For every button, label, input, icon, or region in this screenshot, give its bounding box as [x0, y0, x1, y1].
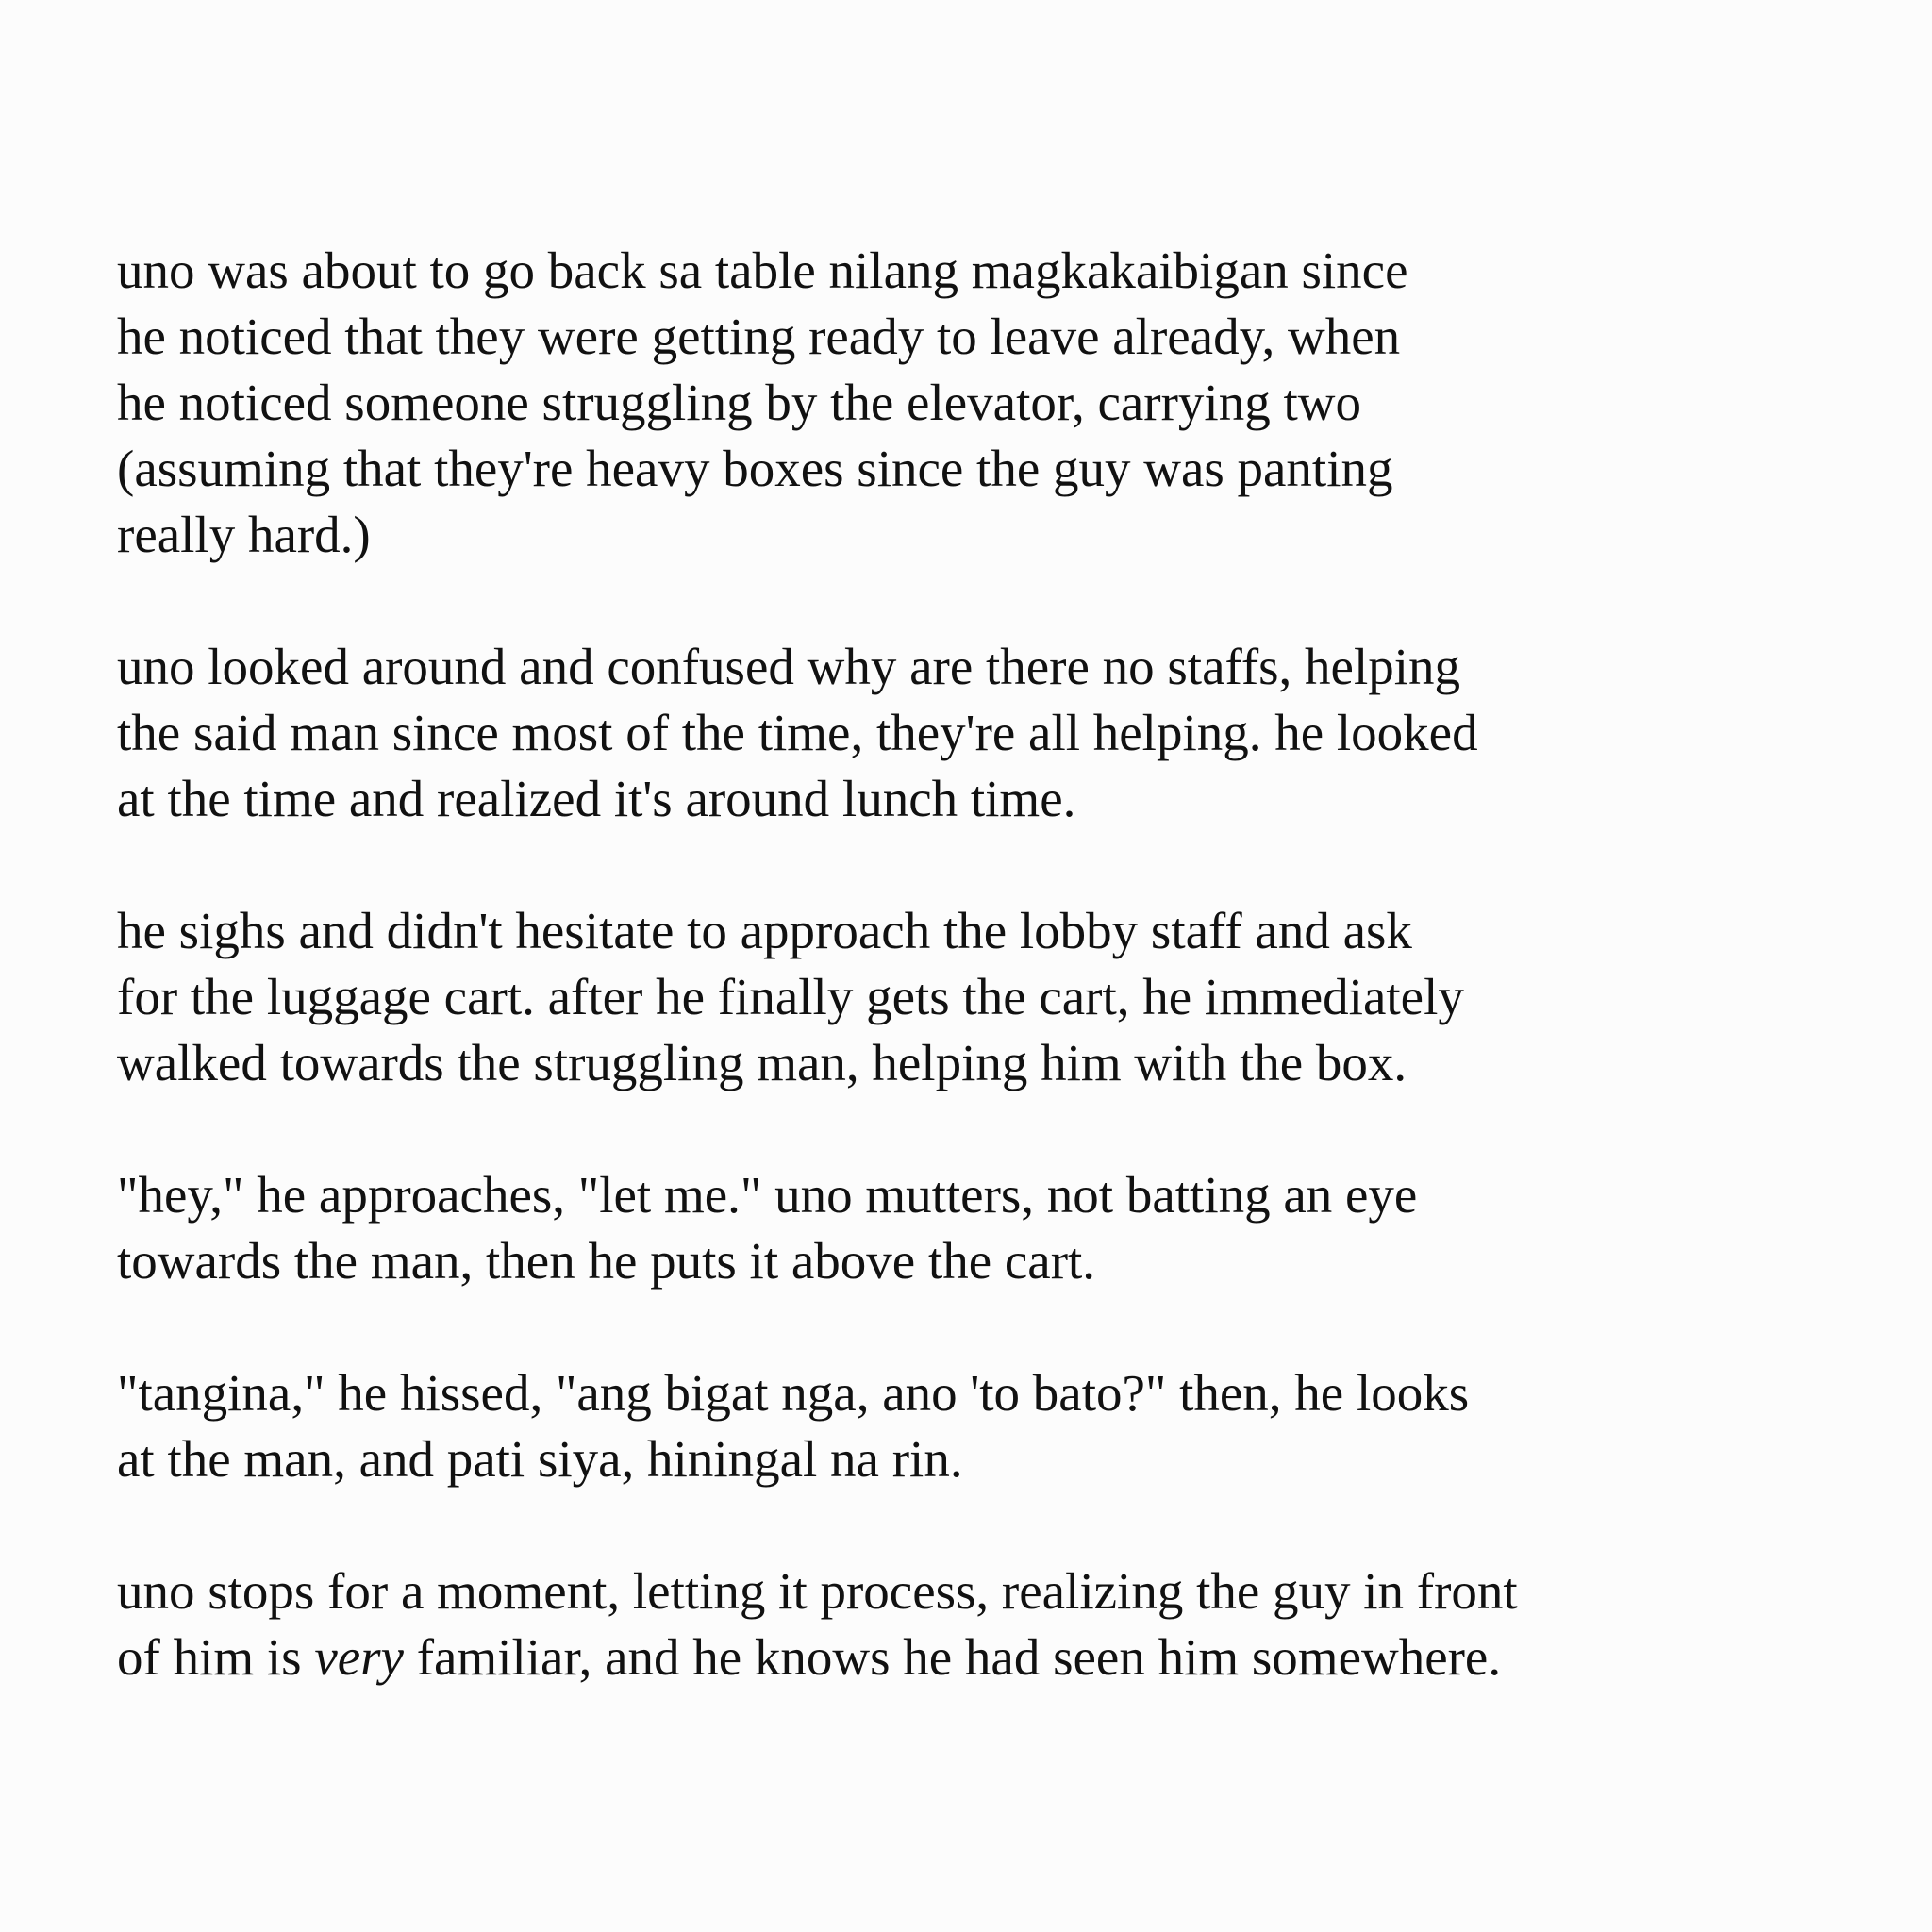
text-line: he sighs and didn't hesitate to approach the lobby staff and ask [117, 902, 1412, 959]
text-line: walked towards the struggling man, helping him with the box. [117, 1034, 1407, 1091]
paragraph-5 [117, 1360, 1890, 1492]
text-line: "tangina," he hissed, "ang bigat nga, ano 'to bato?" then, he looks [117, 1364, 1470, 1422]
text-line: really hard.) [117, 506, 371, 563]
paragraph-2 [117, 634, 1890, 832]
paragraph-4 [117, 1162, 1890, 1294]
text-line: uno stops for a moment, letting it process, realizing the guy in front [117, 1562, 1518, 1620]
text-segment: of him is [117, 1628, 315, 1686]
text-line-with-emphasis [117, 1624, 1890, 1690]
story-text [117, 238, 1890, 1757]
paragraph-3 [117, 898, 1890, 1096]
text-line: (assuming that they're heavy boxes since the guy was panting [117, 440, 1393, 497]
text-line: towards the man, then he puts it above the cart. [117, 1232, 1096, 1290]
paragraph-1 [117, 238, 1890, 568]
text-segment: familiar, and he knows he had seen him somewhere. [403, 1628, 1502, 1686]
text-line: he noticed that they were getting ready to leave already, when [117, 308, 1401, 365]
text-line: "hey," he approaches, "let me." uno mutters, not batting an eye [117, 1166, 1418, 1224]
text-line: the said man since most of the time, they're all helping. he looked [117, 704, 1478, 761]
text-line: uno looked around and confused why are there no staffs, helping [117, 638, 1461, 695]
text-line: uno was about to go back sa table nilang magkakaibigan since [117, 242, 1408, 299]
text-line: for the luggage cart. after he finally gets the cart, he immediately [117, 968, 1464, 1025]
emphasized-word: very [314, 1628, 404, 1686]
text-line: at the man, and pati siya, hiningal na rin. [117, 1430, 963, 1488]
text-line: at the time and realized it's around lunch time. [117, 770, 1076, 827]
paragraph-6 [117, 1558, 1890, 1690]
text-line: he noticed someone struggling by the elevator, carrying two [117, 374, 1361, 431]
